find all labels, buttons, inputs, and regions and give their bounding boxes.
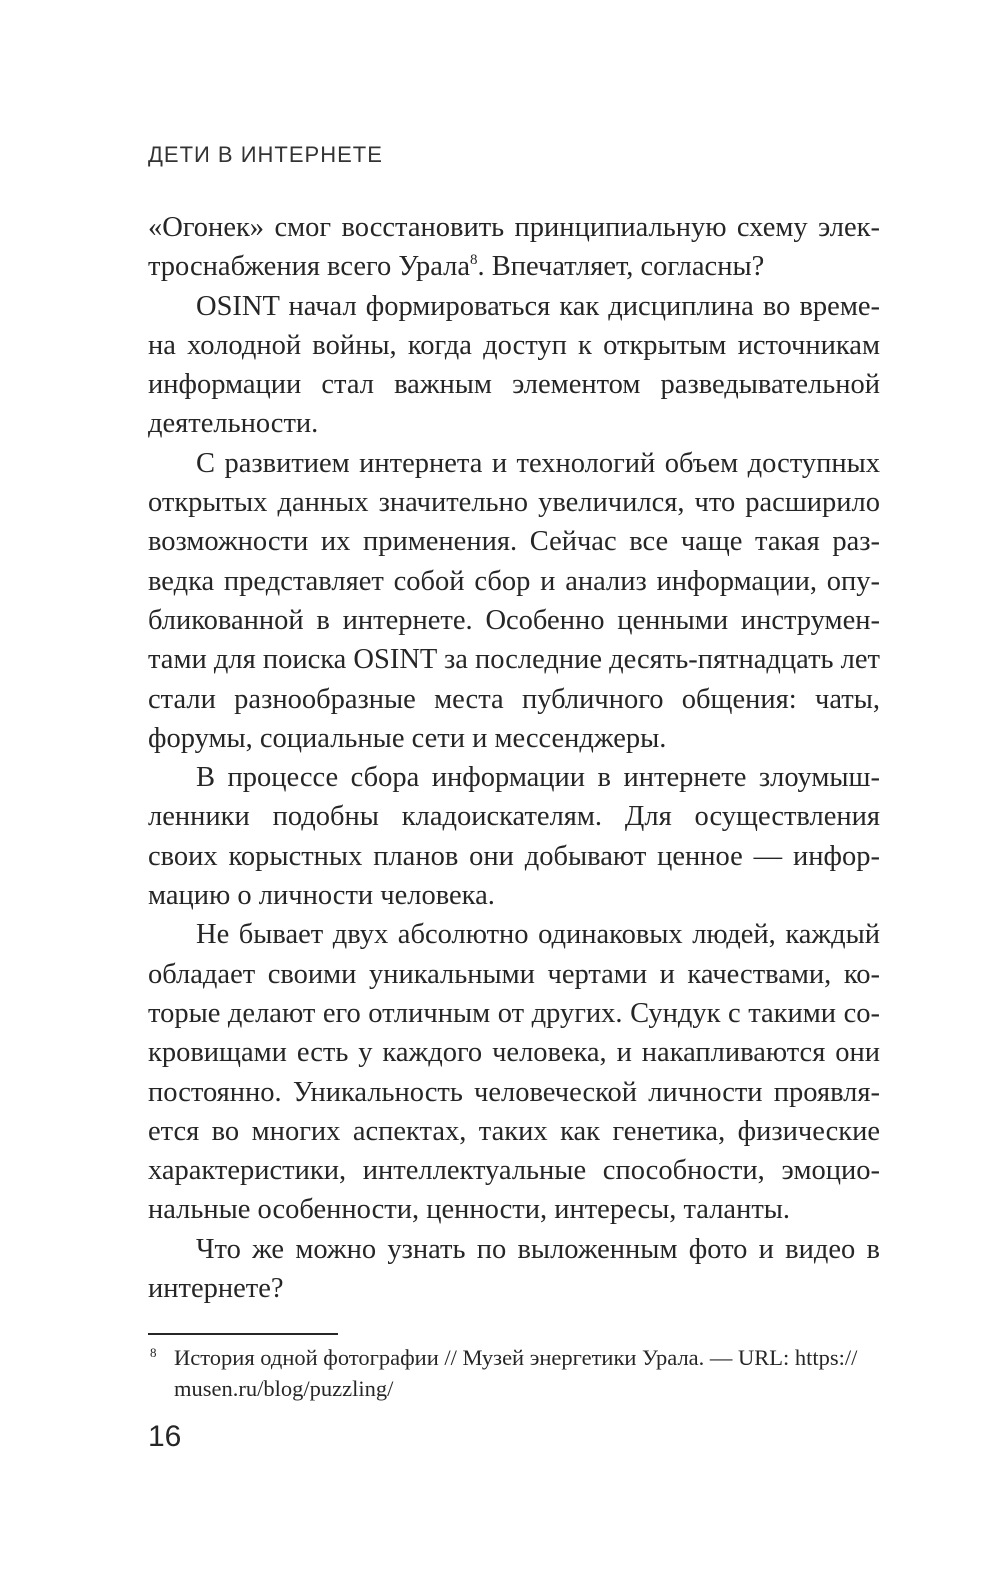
- footnote-line-1: История одной фотографии // Музей энергетики Урала. — URL: https://: [174, 1345, 858, 1370]
- paragraph-2: OSINT начал формироваться как дисциплина во времена холодной войны, когда доступ к открытым источникам информации стал важным элементом разведывательной деятельности.: [148, 290, 880, 440]
- paragraph-5: Не бывает двух абсолютно одинаковых людей, каждый обладает своими уникальными чертами и качествами, которые делают его отличным от других. Сундук с такими сокровищами есть у каждого человека, и накапливаются они постоянно. Уникальность человеческой личности проявляется во многих аспектах, таких как генетика, физические характеристики, интеллектуальные способности, эмоциональные особенности, ценности, интересы, таланты.: [148, 919, 880, 1226]
- paragraph-1-text-end: . Впечатляет, согласны?: [477, 251, 765, 283]
- paragraph-3: С развитием интернета и технологий объем доступных открытых данных значительно увеличился, что расширило возможности их применения. Сейчас все чаще такая разведка представляет собой сбор и анализ информации, опубликованной в интернете. Особенно ценными инструментами для поиска OSINT за последние десять-пятнадцать лет стали разнообразные места публичного общения: чаты, форумы, социальные сети и мессенджеры.: [148, 447, 880, 754]
- paragraph-1: [148, 208, 880, 287]
- paragraph-6: Что же можно узнать по выложенным фото и видео в интернете?: [148, 1233, 880, 1305]
- footnote-reference[interactable]: 8: [470, 252, 478, 269]
- page-number: 16: [148, 1420, 182, 1453]
- paragraph-4: В процессе сбора информации в интернете злоумышленники подобны кладоискателям. Для осуществления своих корыстных планов они добывают ценное — информацию о личности человека.: [148, 762, 880, 912]
- paragraph-1-text-start: «Огонек» смог восстановить принципиальную схему электроснабжения всего Урала: [148, 212, 880, 283]
- footnote-text: [174, 1342, 880, 1404]
- footnote-line-2[interactable]: musen.ru/blog/puzzling/: [174, 1376, 394, 1401]
- footnote-separator: [148, 1333, 338, 1335]
- main-text: [148, 208, 880, 1308]
- footnote-number: 8: [150, 1345, 157, 1360]
- footnote: [148, 1342, 880, 1404]
- running-head: ДЕТИ В ИНТЕРНЕТЕ: [148, 142, 383, 167]
